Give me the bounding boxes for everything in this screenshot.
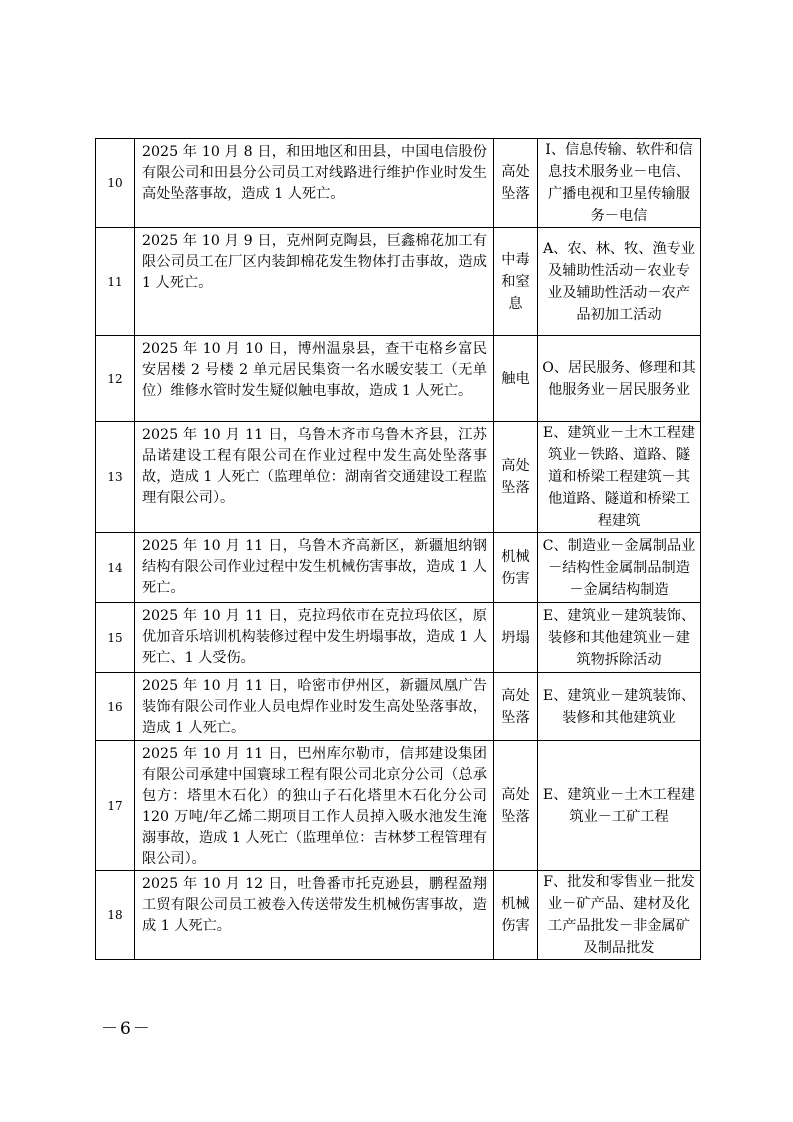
industry-category: C、制造业－金属制品业－结构性金属制品制造－金属结构制造 — [538, 533, 701, 603]
accident-type: 中毒和窒息 — [494, 228, 538, 336]
row-number: 10 — [96, 139, 135, 228]
page-number: －6－ — [101, 1019, 152, 1039]
accident-description — [135, 228, 494, 336]
accident-description — [135, 336, 494, 422]
accident-description — [135, 673, 494, 741]
table-row — [96, 533, 701, 603]
table-row — [96, 139, 701, 228]
accident-description — [135, 741, 494, 871]
table-row — [96, 673, 701, 741]
table-row — [96, 336, 701, 422]
row-number: 16 — [96, 673, 135, 741]
table-row — [96, 603, 701, 673]
accident-description-text: 2025 年 10 月 8 日，和田地区和田县，中国电信股份有限公司和田县分公司员工对线路进行维护作业时发生高处坠落事故，造成 1 人死亡。 — [142, 144, 487, 202]
row-number: 18 — [96, 871, 135, 960]
table-row — [96, 741, 701, 871]
industry-category: F、批发和零售业－批发业－矿产品、建材及化工产品批发－非金属矿及制品批发 — [538, 871, 701, 960]
accident-type: 坍塌 — [494, 603, 538, 673]
accident-description-text: 2025 年 10 月 10 日，博州温泉县，查干屯格乡富民安居楼 2 号楼 2 单元居民集资一名水暖安装工（无单位）维修水管时发生疑似触电事故，造成 1 人死亡。 — [142, 341, 487, 399]
row-number: 14 — [96, 533, 135, 603]
industry-category: I、信息传输、软件和信息技术服务业－电信、广播电视和卫星传输服务－电信 — [538, 139, 701, 228]
accident-type: 高处坠落 — [494, 673, 538, 741]
accident-description — [135, 533, 494, 603]
industry-category: E、建筑业－土木工程建筑业－铁路、道路、隧道和桥梁工程建筑－其他道路、隧道和桥梁工程建筑 — [538, 422, 701, 533]
accident-table — [95, 138, 701, 960]
row-number: 12 — [96, 336, 135, 422]
accident-type: 高处坠落 — [494, 741, 538, 871]
table-row — [96, 228, 701, 336]
row-number: 11 — [96, 228, 135, 336]
row-number: 13 — [96, 422, 135, 533]
accident-type: 高处坠落 — [494, 422, 538, 533]
row-number: 17 — [96, 741, 135, 871]
industry-category: E、建筑业－建筑装饰、装修和其他建筑业－建筑物拆除活动 — [538, 603, 701, 673]
row-number: 15 — [96, 603, 135, 673]
industry-category: O、居民服务、修理和其他服务业－居民服务业 — [538, 336, 701, 422]
accident-description-text: 2025 年 10 月 11 日，克拉玛依市在克拉玛依区，原优加音乐培训机构装修过程中发生坍塌事故，造成 1 人死亡、1 人受伤。 — [142, 608, 487, 666]
accident-description-text: 2025 年 10 月 11 日，乌鲁木齐市乌鲁木齐县，江苏品诺建设工程有限公司在作业过程中发生高处坠落事故，造成 1 人死亡（监理单位：湖南省交通建设工程监理有限公司）。 — [142, 427, 487, 506]
accident-description-text: 2025 年 10 月 11 日，巴州库尔勒市，信邦建设集团有限公司承建中国寰球工程有限公司北京分公司（总承包方：塔里木石化）的独山子石化塔里木石化分公司 120 万吨/年乙烯二期项目工作人员掉入吸水池发生淹溺事故，造成 1 人死亡（监理单位：吉林梦工程管理有限公司）。 — [142, 746, 487, 867]
industry-category: A、农、林、牧、渔专业及辅助性活动－农业专业及辅助性活动－农产品初加工活动 — [538, 228, 701, 336]
accident-description — [135, 603, 494, 673]
accident-description — [135, 422, 494, 533]
accident-description — [135, 871, 494, 960]
industry-category: E、建筑业－建筑装饰、装修和其他建筑业 — [538, 673, 701, 741]
accident-description-text: 2025 年 10 月 9 日，克州阿克陶县，巨鑫棉花加工有限公司员工在厂区内装卸棉花发生物体打击事故，造成 1 人死亡。 — [142, 233, 487, 291]
table-row — [96, 871, 701, 960]
accident-type: 触电 — [494, 336, 538, 422]
accident-description-text: 2025 年 10 月 12 日，吐鲁番市托克逊县，鹏程盈翔工贸有限公司员工被卷入传送带发生机械伤害事故，造成 1 人死亡。 — [142, 876, 487, 934]
accident-description — [135, 139, 494, 228]
accident-type: 高处坠落 — [494, 139, 538, 228]
table-row — [96, 422, 701, 533]
accident-description-text: 2025 年 10 月 11 日，乌鲁木齐高新区，新疆旭纳钢结构有限公司作业过程中发生机械伤害事故，造成 1 人死亡。 — [142, 538, 487, 596]
accident-type: 机械伤害 — [494, 871, 538, 960]
accident-description-text: 2025 年 10 月 11 日，哈密市伊州区，新疆凤凰广告装饰有限公司作业人员电焊作业时发生高处坠落事故，造成 1 人死亡。 — [142, 678, 487, 736]
industry-category: E、建筑业－土木工程建筑业－工矿工程 — [538, 741, 701, 871]
accident-type: 机械伤害 — [494, 533, 538, 603]
